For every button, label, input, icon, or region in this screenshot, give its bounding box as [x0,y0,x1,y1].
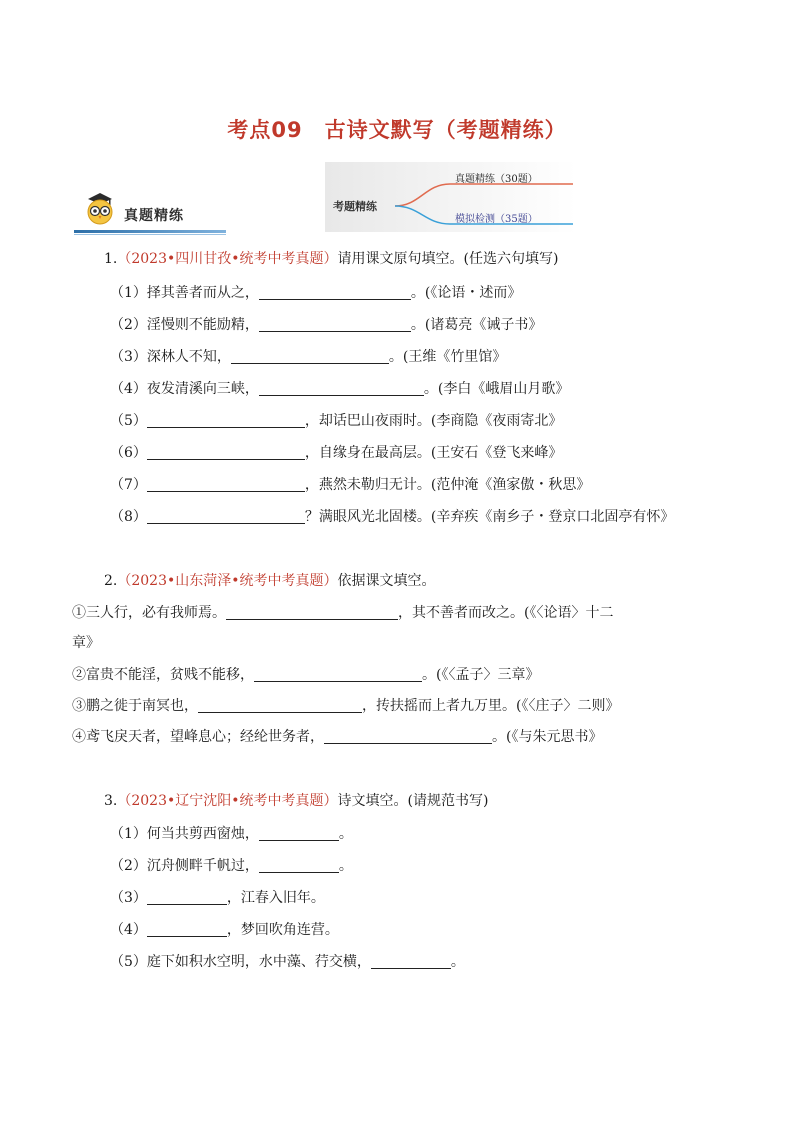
question-3-source: 2023•辽宁沈阳•统考中考真题 [131,793,324,809]
section-label: 真题精练 [124,208,184,224]
q3-item-5: （5）庭下如积水空明，水中藻、荇交横， 。 [110,954,465,970]
q2-item-1-cont: 章》 [72,635,100,651]
answer-blank[interactable] [259,317,411,332]
q2-item-4: ④鸢飞戾天者，望峰息心；经纶世务者， 。(《与朱元思书》 [72,729,603,745]
q2-item-1: ①三人行，必有我师焉。 ，其不善者而改之。(《〈论语〉十二 [72,605,614,621]
answer-blank[interactable] [147,509,305,524]
mindmap-diagram [325,162,577,232]
answer-blank[interactable] [259,381,424,396]
question-1-source: 2023•四川甘孜•统考中考真题 [131,251,324,267]
answer-blank[interactable] [198,698,362,713]
answer-blank[interactable] [254,667,422,682]
question-3-header: 3.（2023•辽宁沈阳•统考中考真题）诗文填空。(请规范书写) [104,793,489,809]
title-text: 古诗文默写（考题精练） [324,118,567,142]
answer-blank[interactable] [147,477,305,492]
q1-item-6: （6） ，自缘身在最高层。(王安石《登飞来峰》 [110,445,563,461]
q1-item-8: （8） ？满眼风光北固楼。(辛弃疾《南乡子・登京口北固亭有怀》 [110,509,675,525]
question-2-header: 2.（2023•山东菏泽•统考中考真题）依据课文填空。 [104,573,436,589]
mindmap-branch-mock: 模拟检测（35题） [455,214,538,225]
q1-item-2: （2）淫慢则不能励精， 。(诸葛亮《诫子书》 [110,317,543,333]
answer-blank[interactable] [324,729,492,744]
owl-mascot-icon [82,190,118,226]
answer-blank[interactable] [147,445,305,460]
answer-blank[interactable] [147,922,227,937]
section-underline [74,230,226,233]
answer-blank[interactable] [259,858,339,873]
mindmap-branches [325,162,577,232]
title-code: 考点09 [227,118,303,142]
answer-blank[interactable] [259,826,339,841]
q3-item-2: （2）沉舟侧畔千帆过， 。 [110,858,353,874]
q2-item-2: ②富贵不能淫，贫贱不能移， 。(《〈孟子〉三章》 [72,667,540,683]
q1-item-7: （7） ，燕然未勒归无计。(范仲淹《渔家傲・秋思》 [110,477,591,493]
question-1-header: 1.（2023•四川甘孜•统考中考真题）请用课文原句填空。(任选六句填写) [104,251,559,267]
question-2-source: 2023•山东菏泽•统考中考真题 [131,573,324,589]
q3-item-4: （4） ，梦回吹角连营。 [110,922,339,938]
section-header [74,186,226,234]
answer-blank[interactable] [371,954,451,969]
q3-item-3: （3） ，江春入旧年。 [110,890,325,906]
q1-item-3: （3）深林人不知， 。(王维《竹里馆》 [110,349,507,365]
answer-blank[interactable] [147,890,227,905]
mindmap-branch-real: 真题精练（30题） [455,174,538,185]
answer-blank[interactable] [147,413,305,428]
page-title [0,114,794,144]
q1-item-1: （1）择其善者而从之， 。(《论语・述而》 [110,285,522,301]
q1-item-4: （4）夜发清溪向三峡， 。(李白《峨眉山月歌》 [110,381,570,397]
mindmap-root: 考题精练 [333,200,377,213]
q1-item-5: （5） ，却话巴山夜雨时。(李商隐《夜雨寄北》 [110,413,563,429]
q2-item-3: ③鹏之徙于南冥也， ，抟扶摇而上者九万里。(《〈庄子〉二则》 [72,698,620,714]
section-underline-thin [74,234,226,235]
answer-blank[interactable] [231,349,389,364]
answer-blank[interactable] [226,605,398,620]
q3-item-1: （1）何当共剪西窗烛， 。 [110,826,353,842]
answer-blank[interactable] [259,285,411,300]
